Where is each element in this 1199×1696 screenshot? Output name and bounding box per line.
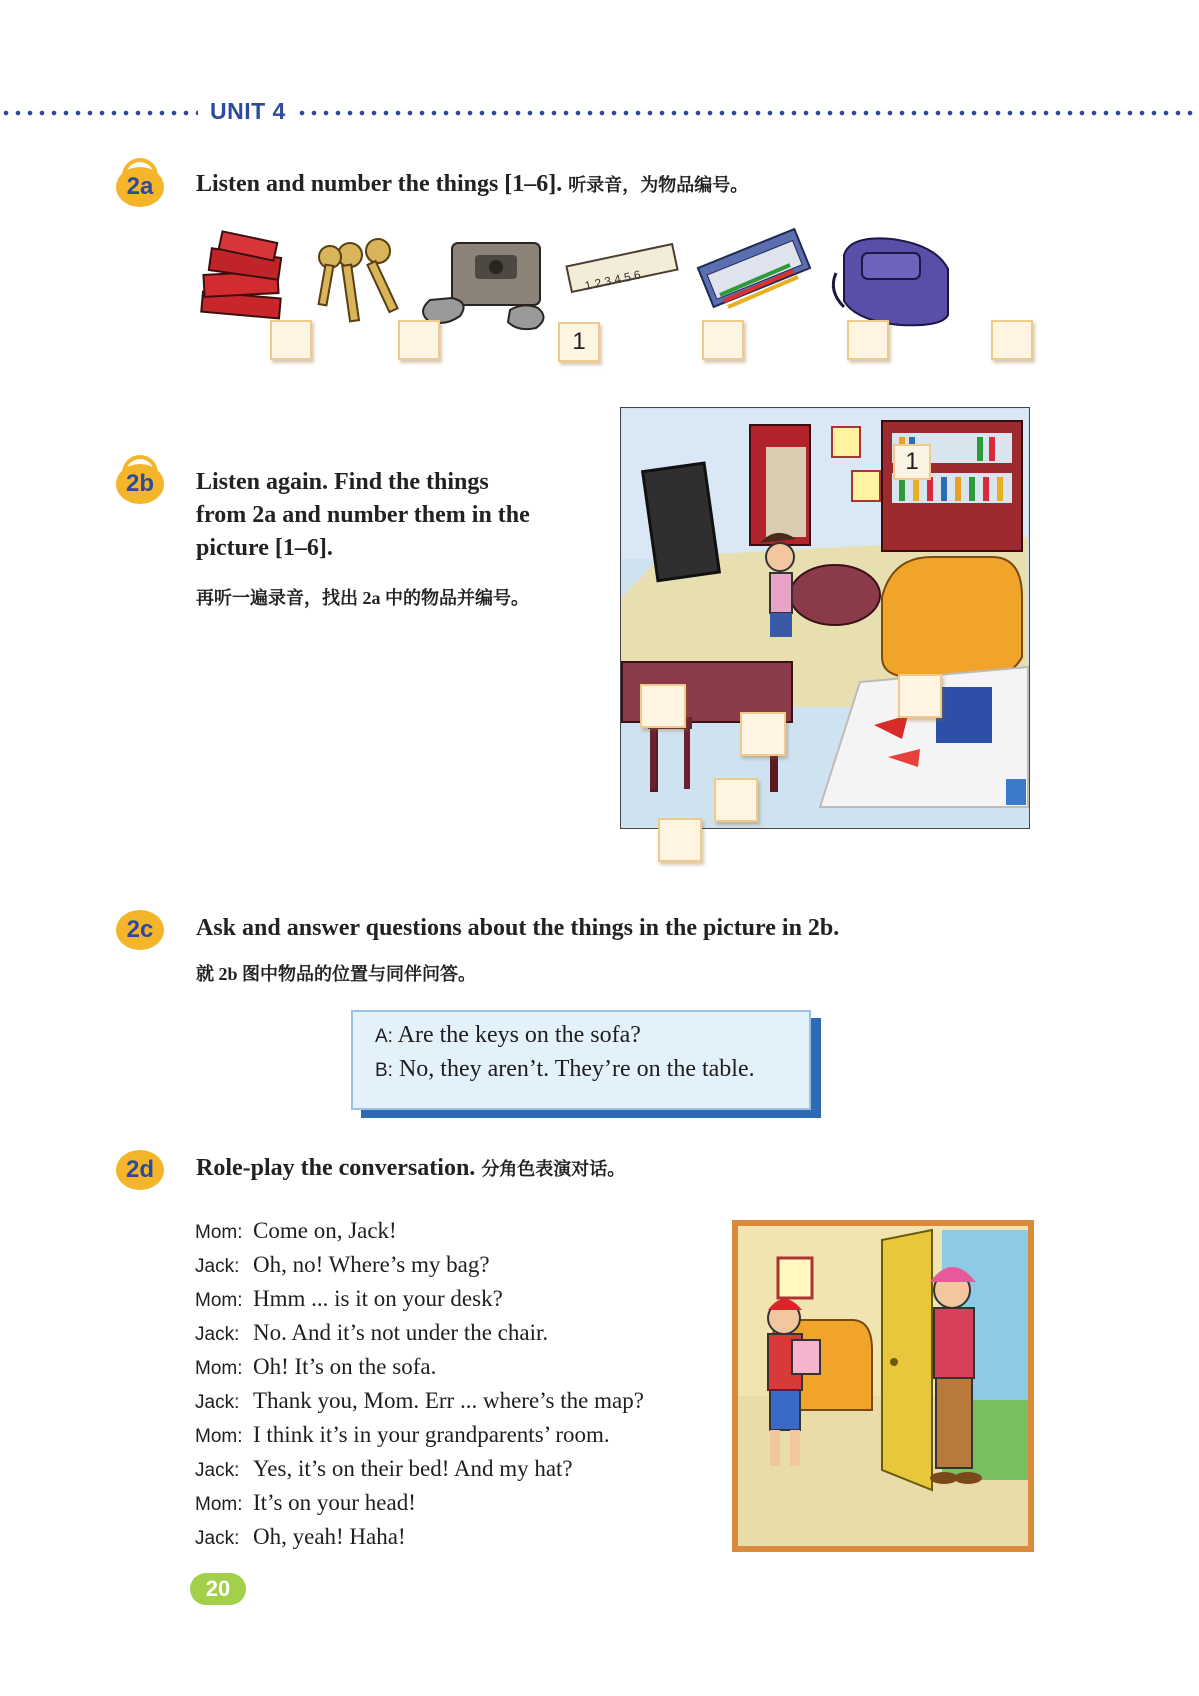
dialogue-speaker: Mom: (195, 1290, 243, 1311)
dialogue-speaker: Jack: (195, 1392, 240, 1413)
dialogue-text: I think it’s in your grandparents’ room. (253, 1422, 610, 1447)
dialogue-text: Come on, Jack! (253, 1218, 397, 1243)
instruction-2d-en: Role-play the conversation. (196, 1155, 476, 1181)
picture-box-under-table[interactable] (714, 778, 758, 822)
dialogue-line (195, 1252, 490, 1278)
number-box-keys[interactable] (398, 320, 440, 360)
backpack-icon (833, 238, 948, 325)
number-box-books[interactable] (270, 320, 312, 360)
dialogue-speaker: Jack: (195, 1256, 240, 1277)
instruction-2a-cn: 听录音，为物品编号。 (568, 175, 749, 195)
dialogue-speaker: Mom: (195, 1222, 243, 1243)
dialogue-text: Yes, it’s on their bed! And my hat? (253, 1456, 573, 1481)
instruction-2c: Ask and answer questions about the things in the picture in 2b. (196, 915, 840, 941)
unit-title: UNIT 4 (210, 98, 286, 124)
instruction-2a (196, 168, 748, 202)
dialogue-line (195, 1218, 397, 1244)
header-dots-left (0, 110, 198, 116)
instruction-2b-cn: 再听一遍录音，找出 2a 中的物品并编号。 (196, 588, 529, 608)
instruction-2c-cn: 就 2b 图中物品的位置与同伴问答。 (196, 964, 477, 984)
badge-2d: 2d (116, 1150, 164, 1190)
badge-2b: 2b (116, 464, 164, 504)
page-number: 20 (190, 1573, 246, 1605)
badge-2c: 2c (116, 910, 164, 950)
dialogue-text: It’s on your head! (253, 1490, 416, 1515)
number-box-backpack[interactable] (991, 320, 1033, 360)
keys-icon (319, 239, 398, 321)
dialogue-speaker: Mom: (195, 1494, 243, 1515)
svg-text:1 2 3 4 5 6: 1 2 3 4 5 6 (583, 267, 642, 293)
pencil-box-icon (698, 229, 810, 307)
dialogue-line (195, 1320, 548, 1346)
dialogue-speaker: Mom: (195, 1426, 243, 1447)
instruction-2b-line-2: from 2a and number them in the (196, 502, 530, 528)
dialogue-speaker: Jack: (195, 1528, 240, 1549)
dialogue-line (195, 1422, 610, 1448)
instruction-2d-cn: 分角色表演对话。 (481, 1159, 626, 1179)
items-row (190, 225, 1040, 365)
dialogue-line (195, 1286, 503, 1312)
convo-line-b (375, 1056, 755, 1083)
number-box-ruler[interactable] (702, 320, 744, 360)
picture-label-bookcase[interactable]: 1 (893, 444, 931, 480)
number-box-game-console[interactable]: 1 (558, 322, 600, 362)
picture-box-table[interactable] (640, 684, 686, 728)
instruction-2b (196, 466, 530, 565)
ruler-icon (566, 244, 677, 293)
instruction-2a-en: Listen and number the things [1–6]. (196, 171, 563, 197)
instruction-2b-line-1: Listen again. Find the things (196, 469, 489, 495)
instruction-2b-line-3: picture [1–6]. (196, 535, 333, 561)
conversation-box (351, 1010, 811, 1110)
living-room-picture (620, 407, 1030, 829)
convo-text-a: Are the keys on the sofa? (397, 1022, 641, 1048)
dialogue-text: No. And it’s not under the chair. (253, 1320, 549, 1345)
picture-box-sofa[interactable] (898, 674, 942, 718)
dialogue-text: Oh! It’s on the sofa. (253, 1354, 437, 1379)
dialogue-text: Thank you, Mom. Err ... where’s the map? (253, 1388, 644, 1413)
dialogue-speaker: Jack: (195, 1460, 240, 1481)
convo-speaker-a: A: (375, 1026, 393, 1047)
dialogue-speaker: Jack: (195, 1324, 240, 1345)
dialogue-line (195, 1354, 436, 1380)
header-dots-right (296, 110, 1196, 116)
convo-text-b: No, they aren’t. They’re on the table. (398, 1056, 755, 1082)
number-box-pencil-box[interactable] (847, 320, 889, 360)
dialogue-line (195, 1388, 644, 1414)
jack-and-mom-picture (732, 1220, 1034, 1552)
dialogue-line (195, 1524, 406, 1550)
instruction-2d (196, 1152, 625, 1186)
badge-2a: 2a (116, 167, 164, 207)
convo-line-a (375, 1022, 641, 1049)
books-icon (201, 231, 281, 318)
picture-box-chair-seat[interactable] (740, 712, 786, 756)
dialogue-text: Oh, no! Where’s my bag? (253, 1252, 490, 1277)
dialogue-speaker: Mom: (195, 1358, 243, 1379)
dialogue-text: Hmm ... is it on your desk? (253, 1286, 503, 1311)
picture-box-chair[interactable] (658, 818, 702, 862)
convo-speaker-b: B: (375, 1060, 393, 1081)
dialogue-text: Oh, yeah! Haha! (253, 1524, 406, 1549)
dialogue-line (195, 1490, 416, 1516)
game-console-icon (423, 243, 544, 329)
dialogue-line (195, 1456, 573, 1482)
